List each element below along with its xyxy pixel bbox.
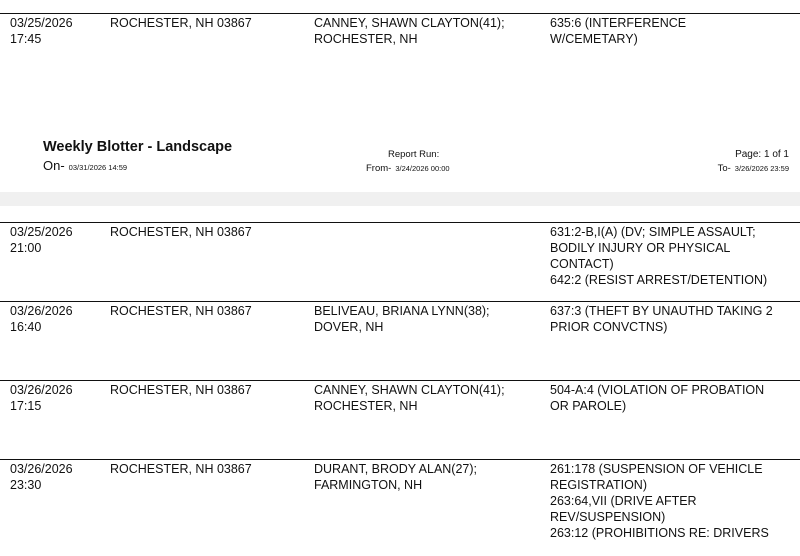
on-label: On- [43, 158, 65, 173]
on-value: 03/31/2026 14:59 [68, 163, 128, 172]
from-value: 3/24/2026 00:00 [395, 164, 450, 173]
report-to [718, 163, 789, 174]
record-offense: 631:2-B,I(A) (DV; SIMPLE ASSAULT; BODILY INJURY OR PHYSICAL CONTACT) 642:2 (RESIST ARREST/DETENTION) [550, 225, 768, 287]
blotter-record [0, 380, 800, 457]
to-label: To- [717, 163, 731, 174]
record-person: CANNEY, SHAWN CLAYTON(41); ROCHESTER, NH [314, 383, 505, 413]
to-value: 3/26/2026 23:59 [734, 164, 789, 173]
report-on-date [43, 158, 127, 173]
record-location: ROCHESTER, NH 03867 [110, 462, 252, 476]
record-location: ROCHESTER, NH 03867 [110, 16, 252, 30]
record-location: ROCHESTER, NH 03867 [110, 225, 252, 239]
blotter-record [0, 301, 800, 378]
record-location: ROCHESTER, NH 03867 [110, 304, 252, 318]
record-date: 03/26/2026 17:15 [10, 383, 73, 413]
record-person: BELIVEAU, BRIANA LYNN(38); DOVER, NH [314, 304, 490, 334]
record-person: CANNEY, SHAWN CLAYTON(41); ROCHESTER, NH [314, 16, 505, 46]
record-offense: 261:178 (SUSPENSION OF VEHICLE REGISTRATION) 263:64,VII (DRIVE AFTER REV/SUSPENSION) 263:12 (PROHIBITIONS RE: DRIVERS [550, 462, 769, 540]
blotter-record [0, 13, 800, 74]
record-location: ROCHESTER, NH 03867 [110, 383, 252, 397]
report-title: Weekly Blotter - Landscape [43, 139, 233, 155]
record-date: 03/25/2026 17:45 [10, 16, 73, 46]
blotter-record [0, 222, 800, 299]
report-run-label: Report Run: [388, 149, 440, 160]
page-number: Page: 1 of 1 [735, 149, 789, 160]
from-label: From- [366, 163, 392, 174]
record-offense: 635:6 (INTERFERENCE W/CEMETARY) [550, 16, 687, 46]
report-from [366, 163, 450, 174]
record-person: DURANT, BRODY ALAN(27); FARMINGTON, NH [314, 462, 478, 492]
record-date: 03/25/2026 21:00 [10, 225, 73, 255]
record-date: 03/26/2026 16:40 [10, 304, 73, 334]
record-date: 03/26/2026 23:30 [10, 462, 73, 492]
record-offense: 504-A:4 (VIOLATION OF PROBATION OR PAROLE) [550, 383, 765, 413]
record-offense: 637:3 (THEFT BY UNAUTHD TAKING 2 PRIOR CONVCTNS) [550, 304, 773, 334]
blotter-record [0, 459, 800, 556]
report-header [0, 130, 800, 178]
page-break-band [0, 192, 800, 206]
